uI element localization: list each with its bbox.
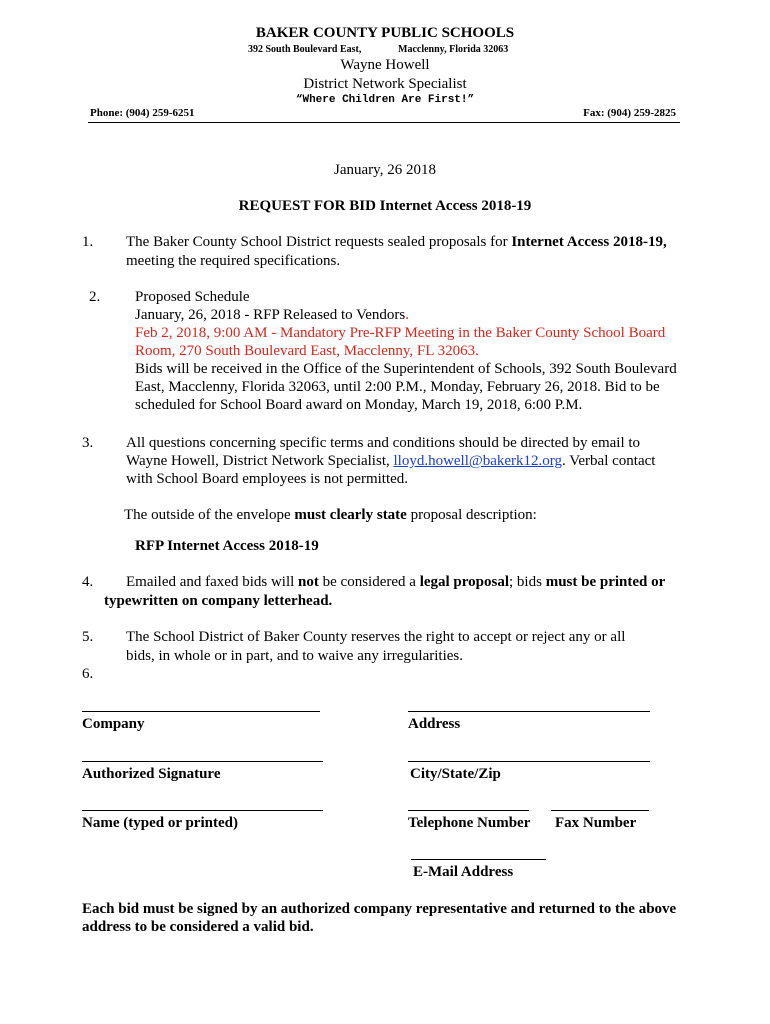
- contact-email-link[interactable]: lloyd.howell@bakerk12.org: [393, 453, 562, 469]
- letterhead-rule: [88, 122, 680, 123]
- schedule-meeting-line-2: Room, 270 South Boulevard East, Macclenny, FL 32063.: [135, 343, 479, 359]
- name-line: [82, 810, 323, 811]
- item-5-line-2: bids, in whole or in part, and to waive any irregularities.: [126, 648, 463, 664]
- company-label: Company: [82, 716, 145, 732]
- item-5-line-1: The School District of Baker County reserves the right to accept or reject any or all: [126, 629, 626, 645]
- item-number: 4.: [82, 574, 94, 590]
- contact-role: District Network Specialist: [303, 76, 467, 92]
- email-label: E-Mail Address: [413, 864, 514, 880]
- schedule-bids-line-2: East, Macclenny, Florida 32063, until 2:00 P.M., Monday, February 26, 2018. Bid to be: [135, 379, 660, 395]
- envelope-instruction: The outside of the envelope must clearly state proposal description:: [124, 507, 537, 523]
- schedule-heading: Proposed Schedule: [135, 289, 250, 305]
- telephone-label: Telephone Number: [408, 815, 531, 831]
- schedule-release: January, 26, 2018 - RFP Released to Vendors.: [135, 307, 409, 323]
- item-4-line-1: Emailed and faxed bids will not be considered a legal proposal; bids must be printed or: [126, 574, 666, 590]
- contact-person: Wayne Howell: [340, 57, 430, 73]
- item-3-line-3: with School Board employees is not permitted.: [126, 471, 409, 487]
- letter-date: January, 26 2018: [334, 162, 436, 178]
- city-line: [408, 761, 650, 762]
- city-label: City/State/Zip: [410, 766, 501, 782]
- item-3-line-1: All questions concerning specific terms and conditions should be directed by email to: [126, 435, 641, 451]
- email-line: [411, 859, 546, 860]
- signature-label: Authorized Signature: [82, 766, 221, 782]
- schedule-bids-line-3: scheduled for School Board award on Monday, March 19, 2018, 6:00 P.M.: [135, 397, 583, 413]
- item-number: 5.: [82, 629, 94, 645]
- address-street: 392 South Boulevard East,: [248, 44, 362, 55]
- item-number: 3.: [82, 435, 94, 451]
- footer-note-line-2: address to be considered a valid bid.: [82, 919, 314, 935]
- name-label: Name (typed or printed): [82, 815, 238, 831]
- item-3-line-2: Wayne Howell, District Network Specialist, lloyd.howell@bakerk12.org. Verbal contact: [126, 453, 656, 469]
- address-label: Address: [408, 716, 461, 732]
- footer-note-line-1: Each bid must be signed by an authorized company representative and returned to the above: [82, 901, 677, 917]
- org-name: BAKER COUNTY PUBLIC SCHOOLS: [255, 25, 515, 41]
- item-4-line-2: typewritten on company letterhead.: [104, 593, 333, 609]
- document-title: REQUEST FOR BID Internet Access 2018-19: [238, 198, 532, 214]
- signature-line: [82, 761, 323, 762]
- address-city: Macclenny, Florida 32063: [398, 44, 509, 55]
- envelope-label: RFP Internet Access 2018-19: [135, 538, 319, 554]
- telephone-line: [408, 810, 529, 811]
- company-line: [82, 711, 320, 712]
- schedule-bids-line-1: Bids will be received in the Office of the Superintendent of Schools, 392 South Boulevard: [135, 361, 677, 377]
- fax-line: [551, 810, 649, 811]
- item-1-line-2: meeting the required specifications.: [126, 253, 341, 269]
- item-number: 6.: [82, 666, 94, 682]
- item-1-line-1: The Baker County School District requests sealed proposals for Internet Access 2018-19,: [126, 234, 667, 250]
- fax-label: Fax Number: [555, 815, 637, 831]
- item-number: 2.: [89, 289, 101, 305]
- motto: “Where Children Are First!”: [295, 94, 475, 106]
- item-number: 1.: [82, 234, 94, 250]
- phone-number: Phone: (904) 259-6251: [90, 107, 195, 119]
- schedule-meeting-line-1: Feb 2, 2018, 9:00 AM - Mandatory Pre-RFP Meeting in the Baker County School Board: [135, 325, 666, 341]
- fax-number: Fax: (904) 259-2825: [583, 107, 676, 119]
- address-line: [408, 711, 650, 712]
